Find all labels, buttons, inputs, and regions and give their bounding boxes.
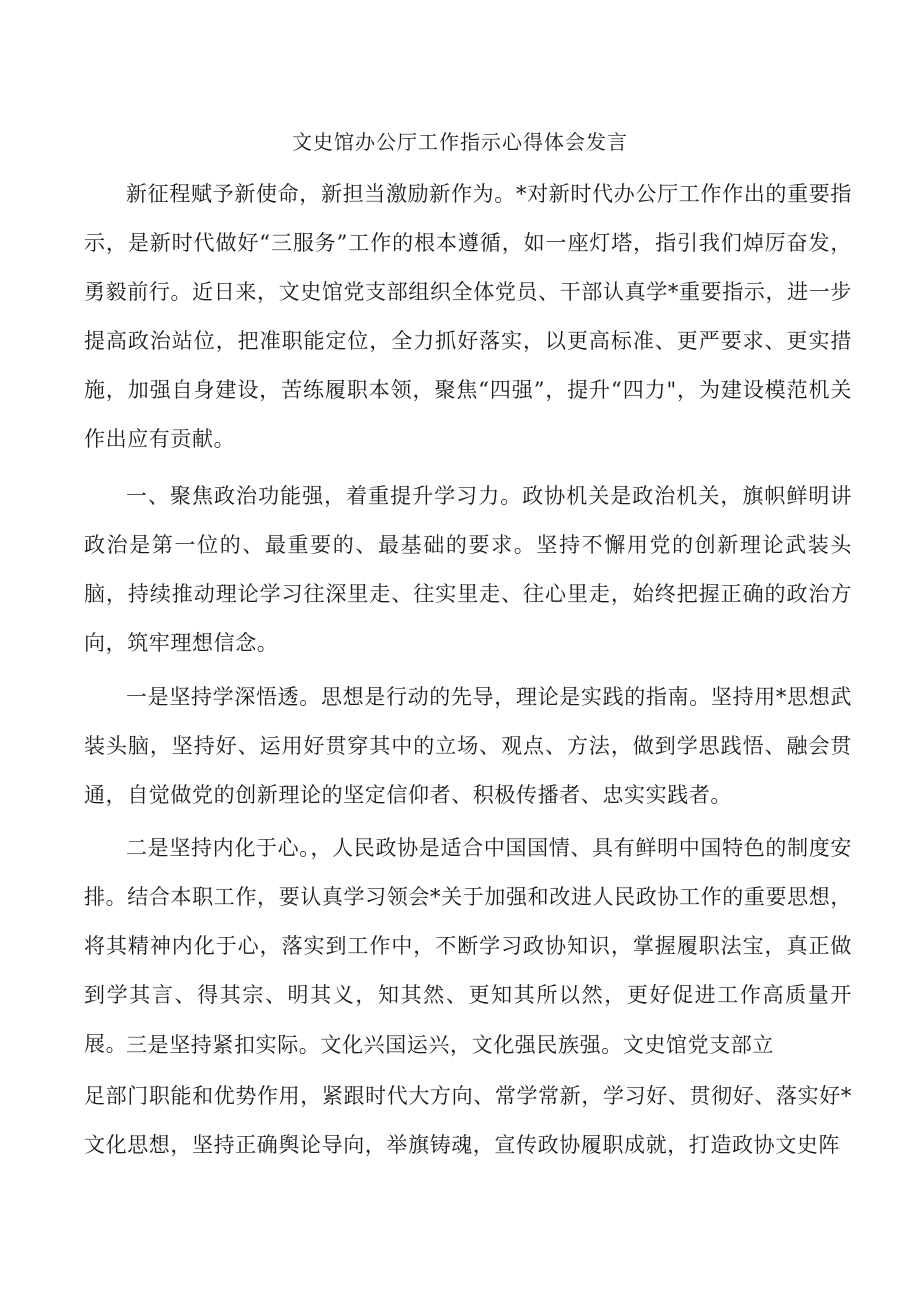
- paragraph-point-one: 一是坚持学深悟透。思想是行动的先导，理论是实践的指南。坚持用*思想武装头脑，坚持好、运用好贯穿其中的立场、观点、方法，做到学思践悟、融会贯通，自觉做党的创新理论的坚定信仰者、积极传播者、忠实实践者。: [84, 685, 852, 807]
- paragraph-point-two: 二是坚持内化于心。，人民政协是适合中国国情、具有鲜明中国特色的制度安排。结合本职工作，要认真学习领会*关于加强和改进人民政协工作的重要思想，将其精神内化于心，落实到工作中，不断学习政协知识，掌握履职法宝，真正做到学其言、得其宗、明其义，知其然、更知其所以然，更好促进工作高质量开展。: [84, 836, 852, 1056]
- paragraph-point-three-first-line: 三是坚持紧扣实际。文化兴国运兴，文化强民族强。文史馆党支部立: [126, 1033, 774, 1057]
- document-title: 文史馆办公厅工作指示心得体会发言: [292, 130, 628, 154]
- paragraph-point-three-continued: 足部门职能和优势作用，紧跟时代大方向、常学常新，学习好、贯彻好、落实好*文化思想，坚持正确舆论导向，举旗铸魂，宣传政协履职成就，打造政协文史阵: [84, 1084, 852, 1157]
- paragraph-intro: 新征程赋予新使命，新担当激励新作为。*对新时代办公厅工作作出的重要指示，是新时代做好“三服务”工作的根本遵循，如一座灯塔，指引我们焯厉奋发，勇毅前行。近日来，文史馆党支部组织全体党员、干部认真学*重要指示，进一步提高政治站位，把准职能定位，全力抓好落实，以更高标准、更严要求、更实措施，加强自身建设，苦练履职本领，聚焦“四强”，提升“四力"，为建设模范机关作出应有贡献。: [84, 182, 852, 451]
- paragraph-section-one: 一、聚焦政治功能强，着重提升学习力。政协机关是政治机关，旗帜鲜明讲政治是第一位的、最重要的、最基础的要求。坚持不懈用党的创新理论武装头脑，持续推动理论学习往深里走、往实里走、往心里走，始终把握正确的政治方向，筑牢理想信念。: [84, 484, 852, 655]
